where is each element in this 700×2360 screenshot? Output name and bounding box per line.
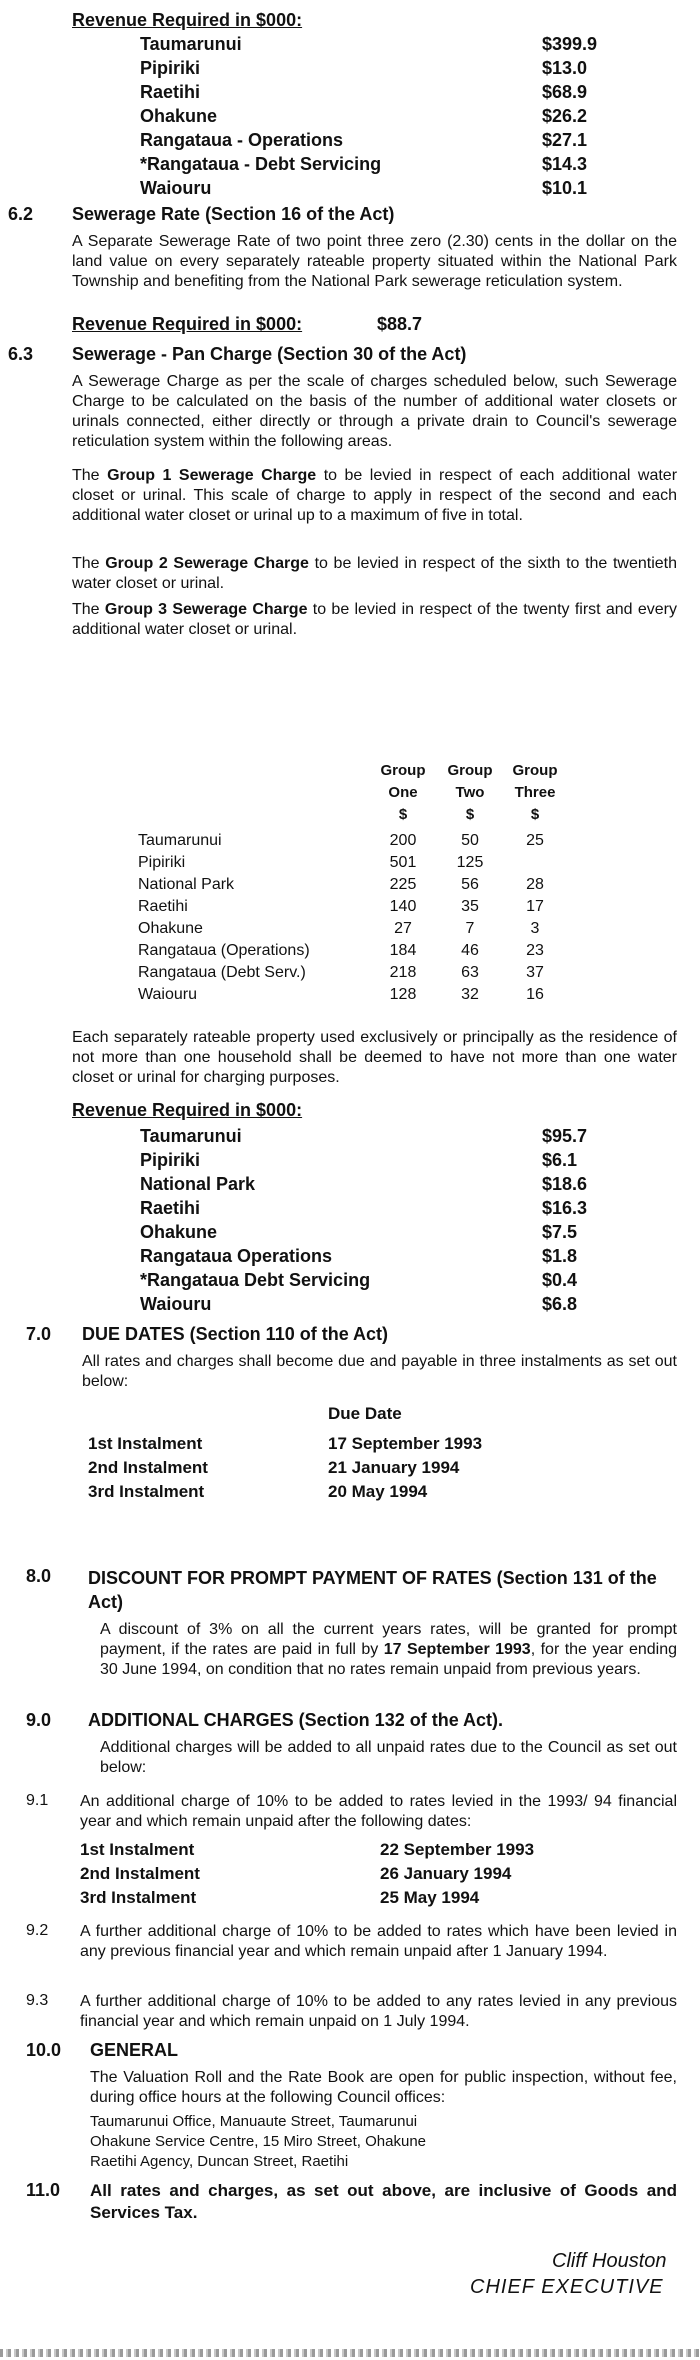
instalment-row: 1st Instalment 22 September 1993 (80, 1840, 535, 1859)
table-row: National Park 225 56 28 (138, 876, 544, 893)
revenue-name: Rangataua - Operations (140, 130, 344, 150)
section-number: 11.0 (26, 2180, 61, 2200)
revenue-name: Pipiriki (140, 58, 201, 78)
gst-statement: All rates and charges, as set out above, are inclusive of Goods and Services Tax. (90, 2181, 677, 2222)
scan-border-decoration (0, 2349, 700, 2357)
revenue-row (140, 130, 610, 154)
sewerage-rate-revenue (72, 314, 423, 335)
section-title: Sewerage - Pan Charge (Section 30 of the Act) (72, 344, 467, 364)
list-item: Raetihi Agency, Duncan Street, Raetihi (90, 2153, 349, 2170)
residence-note-paragraph: Each separately rateable property used exclusively or principally as the residence of not more than one household shall be deemed to have not more than one water closet or urinal for charging purposes. (72, 1029, 677, 1086)
subsection-9-2-paragraph: A further additional charge of 10% to be added to rates which have been levied in any previous financial year and which remain unpaid after 1 January 1994. (80, 1923, 677, 1960)
subsection-number: 9.1 (26, 1792, 49, 1809)
section-number: 6.3 (8, 344, 34, 364)
section-title: ADDITIONAL CHARGES (Section 132 of the Act). (88, 1710, 504, 1730)
group3-label: Group 3 Sewerage Charge (104, 601, 308, 618)
discount-paragraph: A discount of 3% on all the current years rates, will be granted for prompt payment, if the rates are paid in full by 17 September 1993, for the year ending 30 June 1994, on condition that no rates remain unpaid from previous years. (100, 1621, 677, 1678)
revenue-name: Ohakune (140, 106, 218, 126)
section-title: DUE DATES (Section 110 of the Act) (82, 1324, 389, 1344)
revenue-row: Rangataua Operations $1.8 (140, 1246, 578, 1266)
group2-label: Group 2 Sewerage Charge (105, 555, 309, 572)
subsection-9-3-paragraph: A further additional charge of 10% to be added to any rates levied in any previous financial year and which remain unpaid on 1 July 1994. (80, 1993, 677, 2030)
instalment-row: 2nd Instalment 26 January 1994 (80, 1864, 512, 1883)
revenue-row: Waiouru $6.8 (140, 1294, 578, 1314)
table-row: Waiouru 128 32 16 (138, 986, 544, 1003)
pan-charge-paragraph: A Sewerage Charge as per the scale of charges scheduled below, such Sewerage Charge to be calculated on the basis of the number of additional water closets or urinals connected, either directly or through a private drain to Council's sewerage reticulation system within the following areas. (72, 373, 677, 450)
table-row: Raetihi 140 35 17 (138, 898, 544, 915)
revenue-row: Ohakune $7.5 (140, 1222, 578, 1242)
pan-revenue-heading: Revenue Required in $000: (72, 1100, 303, 1120)
general-paragraph: The Valuation Roll and the Rate Book are open for public inspection, without fee, during office hours at the following Council offices: (90, 2069, 677, 2106)
table-row: Ohakune 27 7 3 (138, 920, 540, 937)
revenue-value: $13.0 (542, 58, 588, 78)
revenue-label: Revenue Required in $000: (72, 314, 303, 334)
revenue-row: Pipiriki $6.1 (140, 1150, 578, 1170)
revenue-name: *Rangataua - Debt Servicing (140, 154, 382, 174)
revenue-row: *Rangataua Debt Servicing $0.4 (140, 1270, 578, 1290)
instalment-row: 2nd Instalment 21 January 1994 (88, 1458, 460, 1477)
revenue-value: $26.2 (542, 106, 588, 126)
revenue-row (140, 154, 610, 178)
due-dates-paragraph: All rates and charges shall become due and payable in three instalments as set out below: (82, 1353, 677, 1390)
revenue-value: $68.9 (542, 82, 588, 102)
section-title: Sewerage Rate (Section 16 of the Act) (72, 204, 395, 224)
section-number: 6.2 (8, 204, 34, 224)
discount-deadline: 17 September 1993 (383, 1641, 531, 1658)
signatory-title: CHIEF EXECUTIVE (470, 2276, 664, 2298)
column-header-group-one: Group One $ (380, 762, 426, 823)
revenue-row (140, 178, 610, 202)
revenue-name: Waiouru (140, 178, 212, 198)
table-row: Rangataua (Debt Serv.) 218 63 37 (138, 964, 544, 981)
revenue-row: Taumarunui $95.7 (140, 1126, 588, 1146)
revenue-row (140, 58, 610, 82)
revenue-row (140, 82, 610, 106)
list-item: Taumarunui Office, Manuaute Street, Taumarunui (90, 2113, 418, 2130)
group1-paragraph: The Group 1 Sewerage Charge to be levied in respect of each additional water closet or urinal. This scale of charge to apply in respect of the second and each additional water closet or urinal up to a maximum of five in total. (72, 467, 678, 524)
revenue-row: Raetihi $16.3 (140, 1198, 588, 1218)
pan-charge-table (138, 760, 618, 1028)
instalment-row: 3rd Instalment 20 May 1994 (88, 1482, 428, 1501)
list-item: Ohakune Service Centre, 15 Miro Street, Ohakune (90, 2133, 427, 2150)
subsection-9-1-paragraph: An additional charge of 10% to be added to rates levied in the 1993/ 94 financial year and which remain unpaid after the following dates: (80, 1793, 677, 1830)
section-title: GENERAL (90, 2040, 179, 2060)
revenue-value: $27.1 (542, 130, 588, 150)
section-title: DISCOUNT FOR PROMPT PAYMENT OF RATES (Section 131 of the Act) (88, 1568, 657, 1612)
table-row: Taumarunui 200 50 25 (138, 832, 544, 849)
group3-paragraph: The Group 3 Sewerage Charge to be levied in respect of the twenty first and every additional water closet or urinal. (72, 601, 677, 638)
revenue-value: $10.1 (542, 178, 588, 198)
revenue-row: National Park $18.6 (140, 1174, 588, 1194)
section-number: 7.0 (26, 1324, 52, 1344)
due-date-label: Due Date (328, 1404, 402, 1423)
subsection-number: 9.3 (26, 1992, 49, 2009)
table-row: Pipiriki 501 125 (138, 854, 484, 871)
council-offices-list (90, 2112, 426, 2172)
column-header-group-three: Group Three $ (512, 762, 558, 823)
additional-charges-paragraph: Additional charges will be added to all unpaid rates due to the Council as set out below: (100, 1739, 677, 1776)
sewerage-rate-paragraph: A Separate Sewerage Rate of two point three zero (2.30) cents in the dollar on the land value on every separately rateable property situated within the National Park Township and benefiting from the National Park sewerage reticulation system. (72, 233, 677, 290)
group1-label: Group 1 Sewerage Charge (107, 467, 317, 484)
group2-paragraph: The Group 2 Sewerage Charge to be levied in respect of the sixth to the twentieth water closet or urinal. (72, 555, 678, 592)
revenue-value: $88.7 (377, 314, 423, 334)
revenue-name: Taumarunui (140, 34, 242, 54)
subsection-number: 9.2 (26, 1922, 49, 1939)
revenue-name: Raetihi (140, 82, 201, 102)
section-number: 10.0 (26, 2040, 62, 2060)
revenue-value: $399.9 (542, 34, 598, 54)
section-number: 8.0 (26, 1566, 52, 1586)
water-revenue-heading: Revenue Required in $000: (72, 10, 303, 30)
column-header-group-two: Group Two $ (447, 762, 493, 823)
instalment-row: 1st Instalment 17 September 1993 (88, 1434, 483, 1453)
signatory-name: Cliff Houston (552, 2250, 667, 2272)
table-row: Rangataua (Operations) 184 46 23 (138, 942, 544, 959)
instalment-row: 3rd Instalment 25 May 1994 (80, 1888, 480, 1907)
revenue-row (140, 34, 610, 58)
section-number: 9.0 (26, 1710, 52, 1730)
revenue-value: $14.3 (542, 154, 588, 174)
revenue-row (140, 106, 610, 130)
